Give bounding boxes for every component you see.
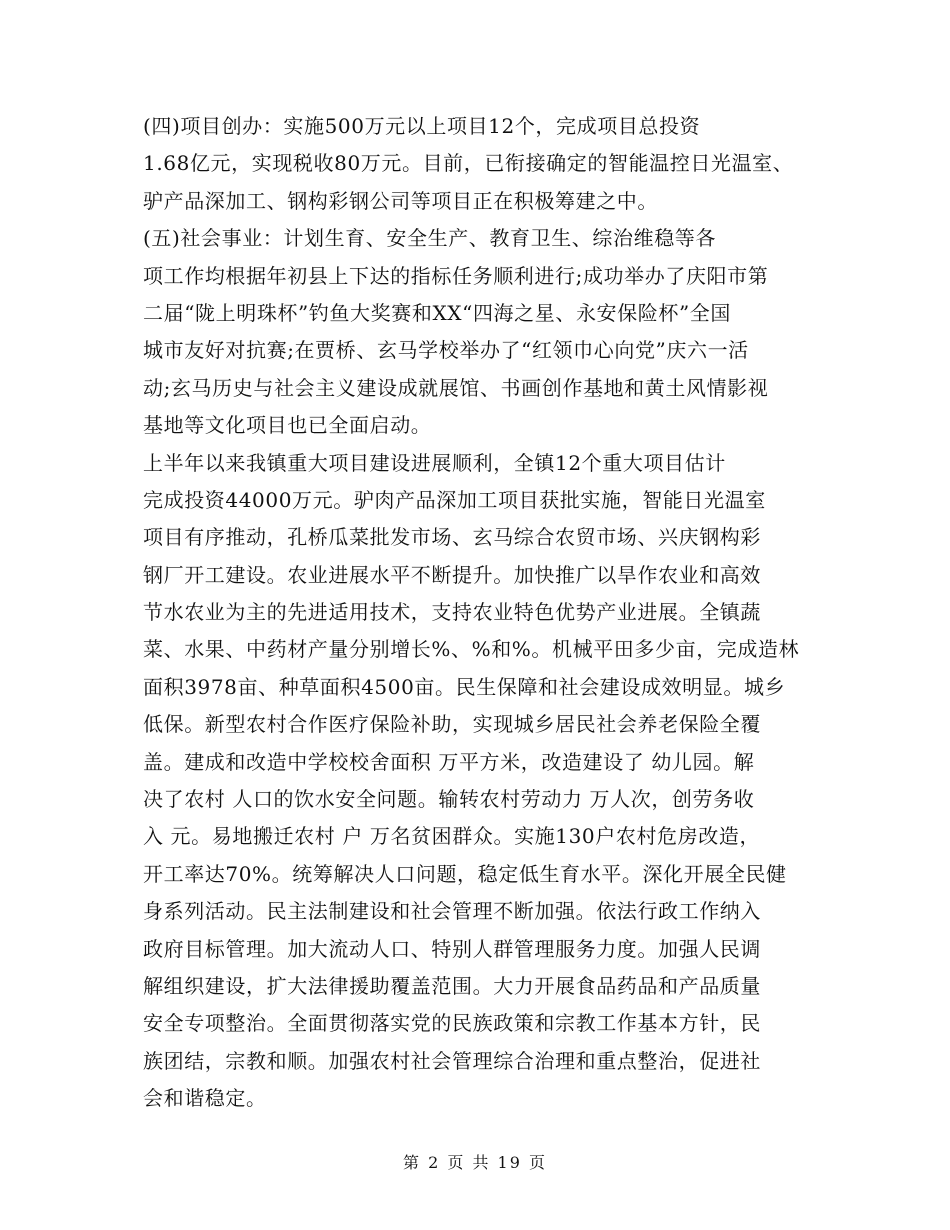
text-line: 1.68亿元，实现税收80万元。目前，已衔接确定的智能温控日光温室、	[143, 151, 794, 176]
text-line: 完成投资44000万元。驴肉产品深加工项目获批实施，智能日光温室	[143, 487, 766, 512]
text-line: 面积3978亩、种草面积4500亩。民生保障和社会建设成效明显。城乡	[143, 674, 786, 699]
text-line: 动;玄马历史与社会主义建设成就展馆、书画创作基地和黄土风情影视	[143, 375, 769, 400]
text-line: (四)项目创办：实施500万元以上项目12个，完成项目总投资	[143, 114, 701, 138]
text-line: 解组织建设，扩大法律援助覆盖范围。大力开展食品药品和产品质量	[143, 973, 761, 998]
text-line: 身系列活动。民主法制建设和社会管理不断加强。依法行政工作纳入	[143, 899, 761, 924]
text-line: 开工率达70%。统筹解决人口问题，稳定低生育水平。深化开展全民健	[143, 861, 787, 886]
text-line: 入 元。易地搬迁农村 户 万名贫困群众。实施130户农村危房改造，	[143, 824, 761, 849]
text-line: 决了农村 人口的饮水安全问题。输转农村劳动力 万人次，创劳务收	[143, 787, 755, 812]
text-line: 族团结，宗教和顺。加强农村社会管理综合治理和重点整治，促进社	[143, 1048, 761, 1073]
text-line: 项工作均根据年初县上下达的指标任务顺利进行;成功举办了庆阳市第	[143, 263, 769, 288]
text-line: 安全专项整治。全面贯彻落实党的民族政策和宗教工作基本方针，民	[143, 1011, 761, 1036]
text-line: 政府目标管理。加大流动人口、特别人群管理服务力度。加强人民调	[143, 936, 761, 961]
page-footer: 第 2 页 共 19 页	[403, 1153, 547, 1172]
text-line: 菜、水果、中药材产量分别增长%、%和%。机械平田多少亩，完成造林	[143, 637, 800, 662]
text-line: 基地等文化项目也已全面启动。	[143, 413, 432, 438]
text-line: 项目有序推动，孔桥瓜菜批发市场、玄马综合农贸市场、兴庆钢构彩	[143, 525, 761, 550]
text-line: 上半年以来我镇重大项目建设进展顺利，全镇12个重大项目估计	[143, 450, 726, 475]
text-line: (五)社会事业：计划生育、安全生产、教育卫生、综治维稳等各	[143, 226, 717, 251]
text-line: 城市友好对抗赛;在贾桥、玄马学校举办了“红领巾心向党”庆六一活	[143, 338, 749, 363]
text-line: 低保。新型农村合作医疗保险补助，实现城乡居民社会养老保险全覆	[143, 712, 761, 737]
text-line: 钢厂开工建设。农业进展水平不断提升。加快推广以旱作农业和高效	[143, 562, 761, 587]
text-line: 盖。建成和改造中学校校舍面积 万平方米，改造建设了 幼儿园。解	[143, 749, 755, 774]
text-line: 驴产品深加工、钢构彩钢公司等项目正在积极筹建之中。	[143, 188, 658, 213]
document-body	[143, 108, 823, 1118]
text-line: 二届“陇上明珠杯”钓鱼大奖赛和XX“四海之星、永安保险杯”全国	[143, 300, 731, 325]
text-line: 节水农业为主的先进适用技术，支持农业特色优势产业进展。全镇蔬	[143, 600, 761, 625]
text-line: 会和谐稳定。	[143, 1086, 267, 1111]
